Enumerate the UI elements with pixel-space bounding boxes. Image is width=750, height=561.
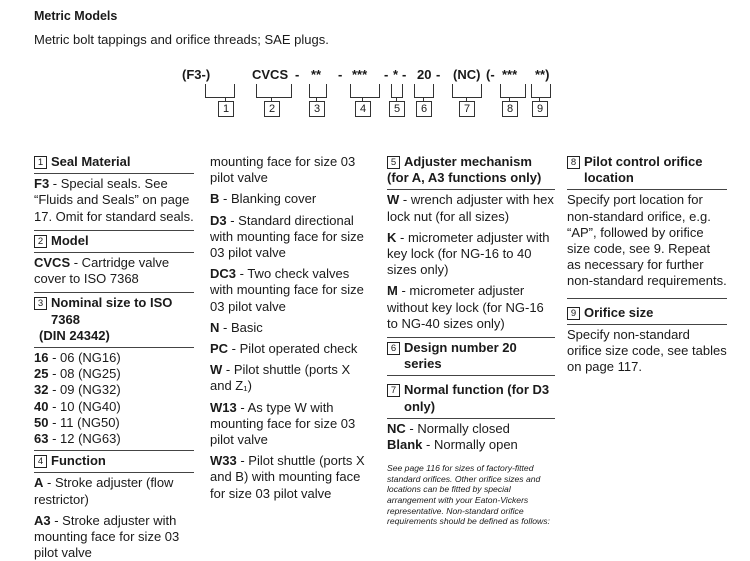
code-dash: -	[436, 67, 441, 82]
column-1	[34, 154, 194, 561]
list-item: N - Basic	[210, 319, 263, 335]
list-item: 16 - 06 (NG16)	[34, 350, 121, 366]
code-model: CVCS	[252, 67, 289, 82]
section-subtitle: (for A, A3 functions only)	[387, 170, 542, 186]
code-orifice-open: (-	[486, 67, 495, 82]
column-2	[210, 154, 373, 507]
section-heading	[34, 295, 194, 327]
list-item: PC - Pilot operated check	[210, 341, 358, 357]
code-dash: -	[402, 67, 407, 82]
position-box-5: 5	[389, 101, 405, 117]
section-heading	[387, 382, 555, 414]
column-4	[567, 154, 727, 380]
code-normal-function: (NC)	[453, 67, 481, 82]
section-heading	[34, 453, 194, 469]
code-orifice-location: ***	[502, 67, 518, 82]
list-item: A - Stroke adjuster (flow restrictor)	[34, 475, 174, 507]
list-item: A3 - Stroke adjuster with mounting face for size 03 pilot valve	[34, 512, 180, 561]
section-text: Specify port location for non-standard orifice, e.g. “AP”, followed by orifice size code, see 9. Repeat as necessary for further non-standard requirements.	[567, 192, 727, 289]
code-dash: -	[295, 67, 300, 82]
section-number-box: 5	[387, 156, 400, 169]
code-function: ***	[352, 67, 368, 82]
list-item: NC - Normally closed	[387, 420, 510, 436]
bracket	[256, 84, 292, 98]
list-item: CVCS - Cartridge valve cover to ISO 7368	[34, 255, 170, 287]
section-heading	[567, 305, 727, 321]
section-number-box: 6	[387, 342, 400, 355]
section-number-box: 4	[34, 455, 47, 468]
section-number-box: 9	[567, 307, 580, 320]
list-item: Blank - Normally open	[387, 437, 518, 453]
section-number-box: 1	[34, 156, 47, 169]
bracket	[309, 84, 327, 98]
code-adjuster: *	[393, 67, 399, 82]
list-item: 40 - 10 (NG40)	[34, 398, 121, 414]
list-item-continued: mounting face for size 03 pilot valve	[210, 154, 356, 186]
section-number-box: 3	[34, 297, 47, 310]
list-item: 63 - 12 (NG63)	[34, 431, 121, 447]
code-dash: -	[338, 67, 343, 82]
list-item: DC3 - Two check valves with mounting face for size 03 pilot valve	[210, 266, 364, 314]
page-subtitle: Metric bolt tappings and orifice threads; SAE plugs.	[34, 32, 329, 47]
bracket	[391, 84, 403, 98]
bracket	[531, 84, 551, 98]
bracket	[500, 84, 526, 98]
position-box-6: 6	[416, 101, 432, 117]
list-item: W13 - As type W with mounting face for size 03 pilot valve	[210, 399, 356, 448]
list-item: D3 - Standard directional with mounting face for size 03 pilot valve	[210, 212, 364, 261]
list-item: 32 - 09 (NG32)	[34, 382, 121, 398]
section-title: Seal Material	[51, 154, 131, 169]
position-box-3: 3	[309, 101, 325, 117]
section-heading	[34, 233, 194, 249]
section-subtitle: (DIN 24342)	[39, 327, 110, 343]
section-title: Adjuster mechanism	[404, 154, 532, 169]
list-item: W33 - Pilot shuttle (ports X and B) with mounting face for size 03 pilot valve	[210, 453, 365, 501]
page-title: Metric Models	[34, 9, 118, 23]
section-heading	[567, 154, 727, 186]
list-item: 50 - 11 (NG50)	[34, 414, 120, 430]
position-box-1: 1	[218, 101, 234, 117]
list-item: M - micrometer adjuster without key lock (for NG-16 to NG-40 sizes only)	[387, 283, 544, 331]
position-box-9: 9	[532, 101, 548, 117]
code-seal: (F3-)	[182, 67, 211, 82]
section-heading	[387, 340, 555, 372]
section-title: Orifice size	[584, 304, 654, 320]
section-heading	[387, 154, 555, 170]
orifice-note: See page 116 for sizes of factory-fitted standard orifices. Other orifice sizes and locations can be fitted by special arrangement with your Eaton-Vickers representative. Non-standard orifice requirements should be defined as follows:	[387, 463, 550, 527]
section-number-box: 2	[34, 235, 47, 248]
list-item: W - wrench adjuster with hex lock nut (for all sizes)	[387, 192, 554, 224]
list-item: W - Pilot shuttle (ports X and Z₁)	[210, 362, 351, 394]
code-size: **	[311, 67, 322, 82]
section-number-box: 8	[567, 156, 580, 169]
column-3	[387, 154, 555, 527]
position-box-4: 4	[355, 101, 371, 117]
section-title: Model	[51, 232, 89, 248]
section-heading	[34, 154, 194, 170]
list-item: B - Blanking cover	[210, 191, 317, 207]
section-title: Pilot control orifice location	[584, 154, 703, 186]
section-title: Function	[51, 453, 106, 469]
section-text: Specify non-standard orifice size code, see tables on page 117.	[567, 326, 727, 375]
section-number-box: 7	[387, 384, 400, 397]
list-item: K - micrometer adjuster with key lock (for NG-16 to 40 sizes only)	[387, 229, 550, 278]
list-item: 25 - 08 (NG25)	[34, 366, 121, 382]
position-box-8: 8	[502, 101, 518, 117]
code-dash: -	[384, 67, 389, 82]
position-box-7: 7	[459, 101, 475, 117]
position-box-2: 2	[264, 101, 280, 117]
section-title: Normal function (for D3 only)	[404, 382, 550, 414]
code-orifice-size: **)	[535, 67, 550, 82]
bracket	[452, 84, 482, 98]
list-item: F3 - Special seals. See “Fluids and Seals” on page 17. Omit for standard seals.	[34, 176, 194, 224]
section-title: Design number 20 series	[404, 340, 517, 372]
bracket	[414, 84, 434, 98]
code-design: 20	[417, 67, 432, 82]
bracket	[205, 84, 235, 98]
bracket	[350, 84, 380, 98]
section-title: Nominal size to ISO 7368	[51, 295, 173, 327]
